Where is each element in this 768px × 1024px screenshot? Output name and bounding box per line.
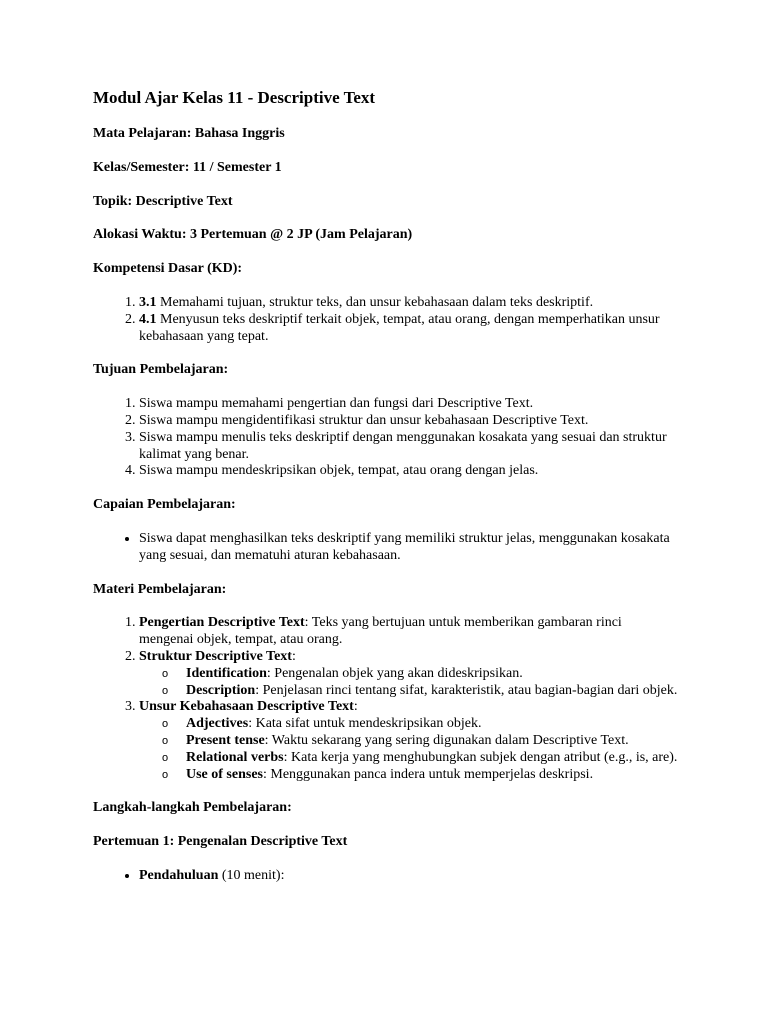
sub-text: : Menggunakan panca indera untuk memperjelas deskripsi. <box>263 766 594 782</box>
sub-term: Use of senses <box>186 766 263 782</box>
list-item: 2. Siswa mampu mengidentifikasi struktur dan unsur kebahasaan Descriptive Text. <box>139 413 678 430</box>
list-item: 1. Siswa mampu memahami pengertian dan fungsi dari Descriptive Text. <box>139 396 678 413</box>
meta-subject: Mata Pelajaran: Bahasa Inggris <box>93 126 285 141</box>
list-item <box>139 649 678 699</box>
kd-text: Menyusun teks deskriptif terkait objek, tempat, atau orang, dengan memperhatikan unsur kebahasaan yang tepat. <box>139 311 660 344</box>
sub-term: Present tense <box>186 732 265 748</box>
list-item <box>139 615 678 649</box>
materi-sublist <box>139 716 678 783</box>
list-item <box>139 699 678 783</box>
sub-list-item <box>186 683 678 700</box>
langkah-list <box>93 868 678 885</box>
list-item: 3. Siswa mampu menulis teks deskriptif dengan menggunakan kosakata yang sesuai dan struktur kalimat yang benar. <box>139 430 678 464</box>
sub-text: : Penjelasan rinci tentang sifat, karakteristik, atau bagian-bagian dari objek. <box>255 682 678 698</box>
materi-text: : Teks yang bertujuan untuk memberikan gambaran rinci mengenai objek, tempat, atau orang. <box>139 615 622 648</box>
materi-term: Unsur Kebahasaan Descriptive Text <box>139 699 354 715</box>
kd-text: Memahami tujuan, struktur teks, dan unsur kebahasaan dalam teks deskriptif. <box>156 294 594 310</box>
meta-time: Alokasi Waktu: 3 Pertemuan @ 2 JP (Jam Pelajaran) <box>93 227 413 243</box>
list-item <box>139 295 678 312</box>
sub-list-item <box>186 767 678 784</box>
meta-topic: Topik: Descriptive Text <box>93 193 233 209</box>
materi-sublist <box>139 666 678 700</box>
sub-text: : Kata kerja yang menghubungkan subjek dengan atribut (e.g., is, are). <box>283 749 678 765</box>
kd-code: 4.1 <box>139 311 157 327</box>
sub-list-item <box>186 750 678 767</box>
sub-term: Identification <box>186 665 267 681</box>
sub-text: : Waktu sekarang yang sering digunakan dalam Descriptive Text. <box>264 732 629 748</box>
list-item: 4. Siswa mampu mendeskripsikan objek, tempat, atau orang dengan jelas. <box>139 463 678 480</box>
sub-text: : Kata sifat untuk mendeskripsikan objek. <box>248 716 482 732</box>
list-item <box>139 868 678 885</box>
materi-heading: Materi Pembelajaran: <box>93 581 227 597</box>
sub-list-item <box>186 716 678 733</box>
document-title: Modul Ajar Kelas 11 - Descriptive Text <box>93 88 376 107</box>
langkah-term: Pendahuluan <box>139 867 219 883</box>
sub-term: Adjectives <box>186 716 249 732</box>
sub-list-item <box>186 666 678 683</box>
sub-text: : Pengenalan objek yang akan dideskripsikan. <box>266 665 523 681</box>
pertemuan-heading: Pertemuan 1: Pengenalan Descriptive Text <box>93 834 348 850</box>
sub-term: Description <box>186 682 256 698</box>
langkah-text: (10 menit): <box>218 867 285 883</box>
capaian-list <box>93 531 678 565</box>
materi-list <box>93 615 678 783</box>
document-content <box>93 88 678 902</box>
tujuan-list <box>93 396 678 480</box>
kd-code: 3.1 <box>139 294 157 310</box>
meta-class: Kelas/Semester: 11 / Semester 1 <box>93 159 282 175</box>
materi-term: Pengertian Descriptive Text <box>139 615 305 631</box>
kd-list <box>93 295 678 345</box>
kd-heading: Kompetensi Dasar (KD): <box>93 261 243 277</box>
list-item: • Siswa dapat menghasilkan teks deskriptif yang memiliki struktur jelas, menggunakan kosakata yang sesuai, dan mematuhi aturan kebahasaan. <box>139 531 678 565</box>
materi-text: : <box>353 699 358 715</box>
langkah-heading: Langkah-langkah Pembelajaran: <box>93 800 292 816</box>
sub-list-item <box>186 733 678 750</box>
sub-term: Relational verbs <box>186 749 284 765</box>
tujuan-heading: Tujuan Pembelajaran: <box>93 362 229 378</box>
capaian-heading: Capaian Pembelajaran: <box>93 497 236 513</box>
materi-text: : <box>291 648 296 664</box>
materi-term: Struktur Descriptive Text <box>139 648 292 664</box>
list-item <box>139 312 678 346</box>
